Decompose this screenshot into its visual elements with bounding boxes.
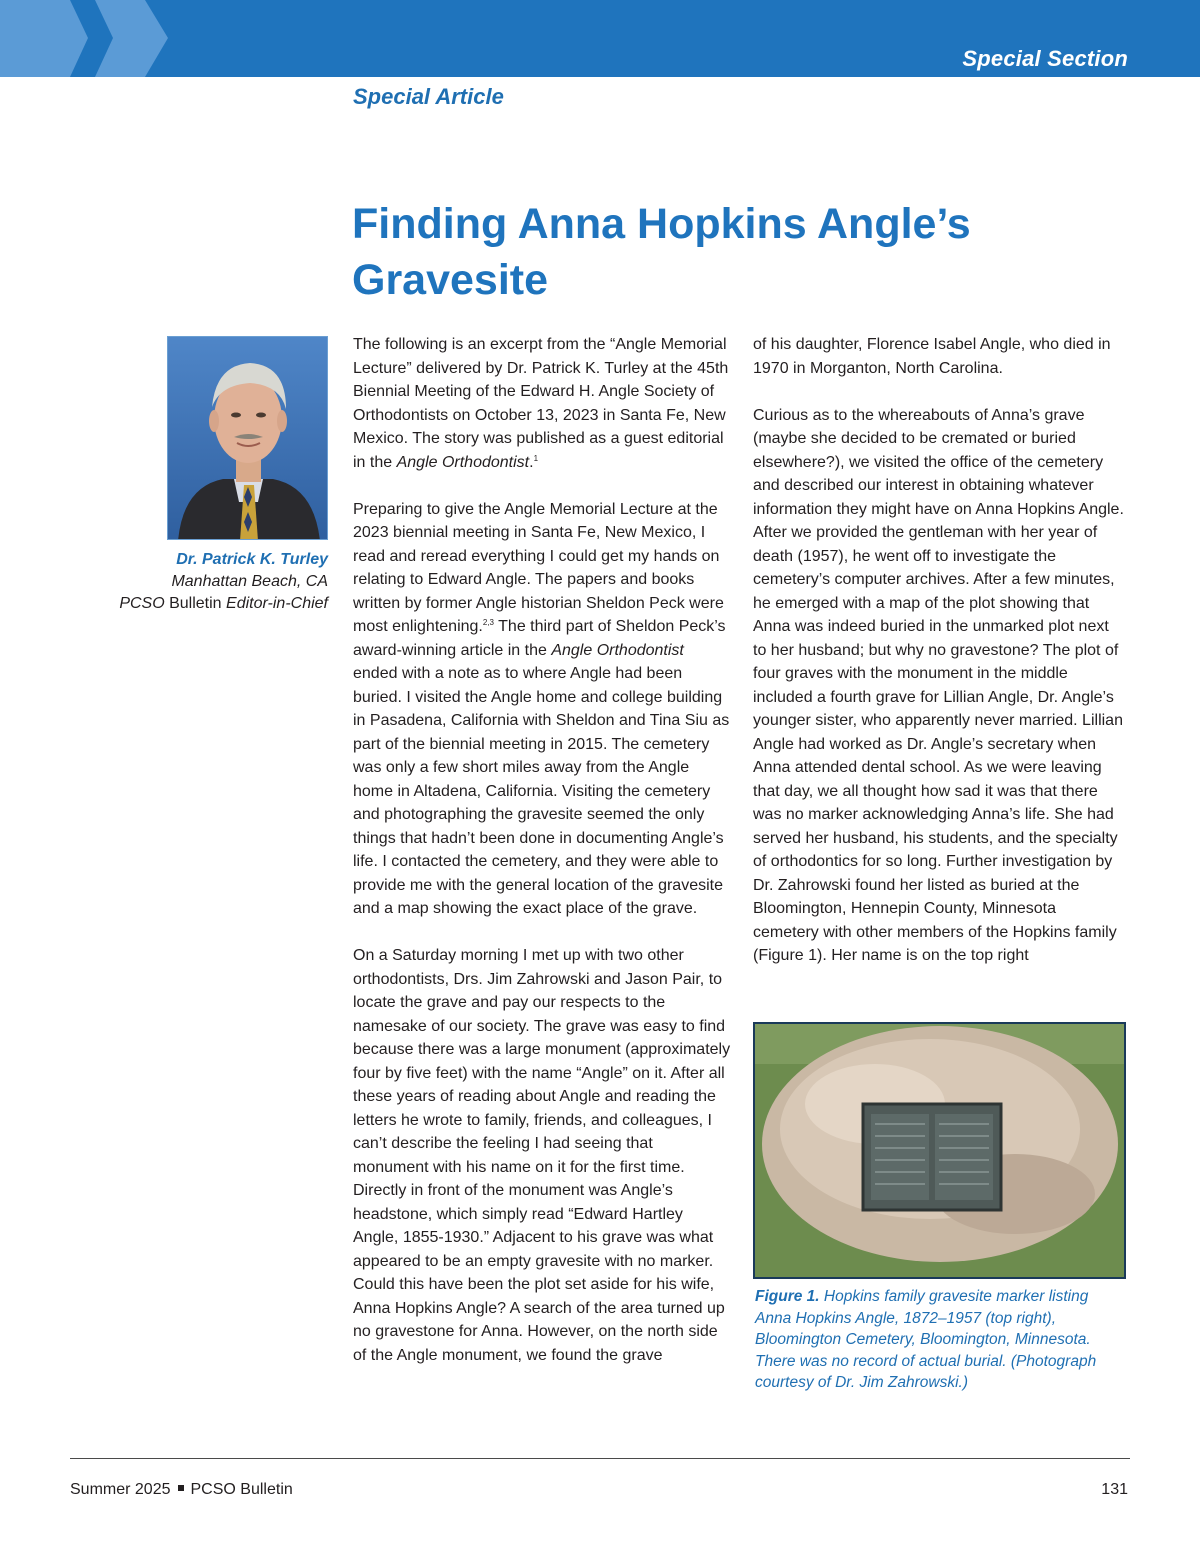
publication-name: PCSO Bulletin bbox=[190, 1481, 293, 1498]
body-column-2 bbox=[753, 333, 1125, 991]
square-bullet-icon bbox=[178, 1485, 184, 1491]
author-role bbox=[119, 593, 328, 615]
author-role-suffix: Editor-in-Chief bbox=[226, 595, 328, 612]
author-location: Manhattan Beach, CA bbox=[171, 573, 328, 590]
paragraph bbox=[353, 333, 731, 474]
journal-name: Angle Orthodontist bbox=[396, 453, 530, 471]
page-title: Finding Anna Hopkins Angle’s Gravesite bbox=[352, 200, 971, 304]
article-label: Special Article bbox=[353, 84, 504, 109]
text-run: ended with a note as to where Angle had been buried. I visited the Angle home and college building in Pasadena, California with Sheldon and Tina Siu as part of the biennial meeting in 2015. The cemetery was only a few short miles away from the Angle home in Altadena, California. Visiting the cemetery and photographing the gravesite seemed the only things that hadn’t been done in documenting Angle’s life. I contacted the cemetery, and they were able to provide me with the general location of the gravesite and a map showing the exact place of the grave. bbox=[353, 665, 730, 917]
section-label: Special Section bbox=[962, 46, 1128, 71]
reference-marker: 1 bbox=[533, 453, 539, 463]
author-portrait bbox=[167, 336, 328, 540]
journal-name: Angle Orthodontist bbox=[551, 641, 684, 659]
text-run: The following is an excerpt from the “Angle Memorial Lecture” delivered by Dr. Patrick K. Turley at the 45th Biennial Meeting of the Edward H. Angle Society of Orthodontists on October 13, 2023 in Santa Fe, New Mexico. The story was published as a guest editorial in the bbox=[353, 336, 729, 471]
page-number: 131 bbox=[1101, 1481, 1128, 1498]
caption-text: Hopkins family gravesite marker listing Anna Hopkins Angle, 1872–1957 (top right), Bloomington Cemetery, Bloomington, Minnesota. There was no record of actual burial. (Photograph courtesy of Dr. Jim Zahrowski.) bbox=[755, 1288, 1097, 1391]
footer-issue-info bbox=[70, 1481, 293, 1499]
footer-divider bbox=[70, 1458, 1130, 1459]
text-run: The third part of Sheldon Peck’s award-winning article in the bbox=[353, 618, 726, 659]
paragraph: of his daughter, Florence Isabel Angle, who died in 1970 in Morganton, North Carolina. bbox=[753, 336, 1111, 377]
text-run: . bbox=[529, 453, 534, 471]
author-role-prefix: PCSO bbox=[119, 595, 165, 612]
paragraph: Curious as to the whereabouts of Anna’s grave (maybe she decided to be cremated or buried elsewhere?), we visited the office of the cemetery and described our interest in obtaining whatever information they might have on Anna Hopkins Angle. After we provided the gentleman with her year of death (1957), he went off to investigate the cemetery’s computer archives. After a few minutes, he emerged with a map of the plot showing that Anna was indeed buried in the unmarked plot next to her husband; but why no gravestone? The plot of four graves with the monument in the middle included a fourth grave for Lillian Angle, Dr. Angle’s younger sister, who apparently never married. Lillian Angle had worked as Dr. Angle’s secretary when Anna attended dental school. As we were leaving that day, we all thought how sad it was that there was no marker acknowledging Anna’s life. She had served her husband, his students, and the specialty of orthodontics for so long. Further investigation by Dr. Zahrowski found her listed as buried at the Bloomington, Hennepin County, Minnesota cemetery with other members of the Hopkins family (Figure 1). Her name is on the top right bbox=[753, 406, 1124, 964]
paragraph bbox=[353, 498, 731, 921]
reference-marker: 2,3 bbox=[482, 618, 494, 627]
figure-label: Figure 1. bbox=[755, 1288, 820, 1305]
body-column-1 bbox=[353, 333, 731, 1391]
issue-date: Summer 2025 bbox=[70, 1481, 171, 1498]
chevron-right-icon bbox=[0, 0, 190, 77]
text-run: Preparing to give the Angle Memorial Lecture at the 2023 biennial meeting in Santa Fe, New Mexico, I read and reread everything I could get my hands on relating to Edward Angle. The papers and books written by former Angle historian Sheldon Peck were most enlightening. bbox=[353, 500, 724, 635]
author-byline bbox=[119, 549, 328, 615]
paragraph: On a Saturday morning I met up with two other orthodontists, Drs. Jim Zahrowski and Jason Pair, to locate the grave and pay our respects to the namesake of our society. The grave was easy to find because there was a large monument (approximately four by five feet) with the name “Angle” on it. After all these years of reading about Angle and reading the letters he wrote to family, friends, and colleagues, I can’t describe the feeling I had seeing that monument with his name on it for the first time. Directly in front of the monument was Angle’s headstone, which simply read “Edward Hartley Angle, 1855-1930.” Adjacent to his grave was what appeared to be an empty gravesite with no marker. Could this have been the plot set aside for his wife, Anna Hopkins Angle? A search of the area turned up no gravestone for Anna. However, on the north side of the Angle monument, we found the grave bbox=[353, 947, 731, 1364]
figure-photo bbox=[753, 1022, 1126, 1279]
author-role-mid: Bulletin bbox=[164, 595, 227, 612]
author-name: Dr. Patrick K. Turley bbox=[176, 551, 328, 568]
figure-caption bbox=[755, 1286, 1115, 1394]
header-banner bbox=[0, 0, 1200, 77]
